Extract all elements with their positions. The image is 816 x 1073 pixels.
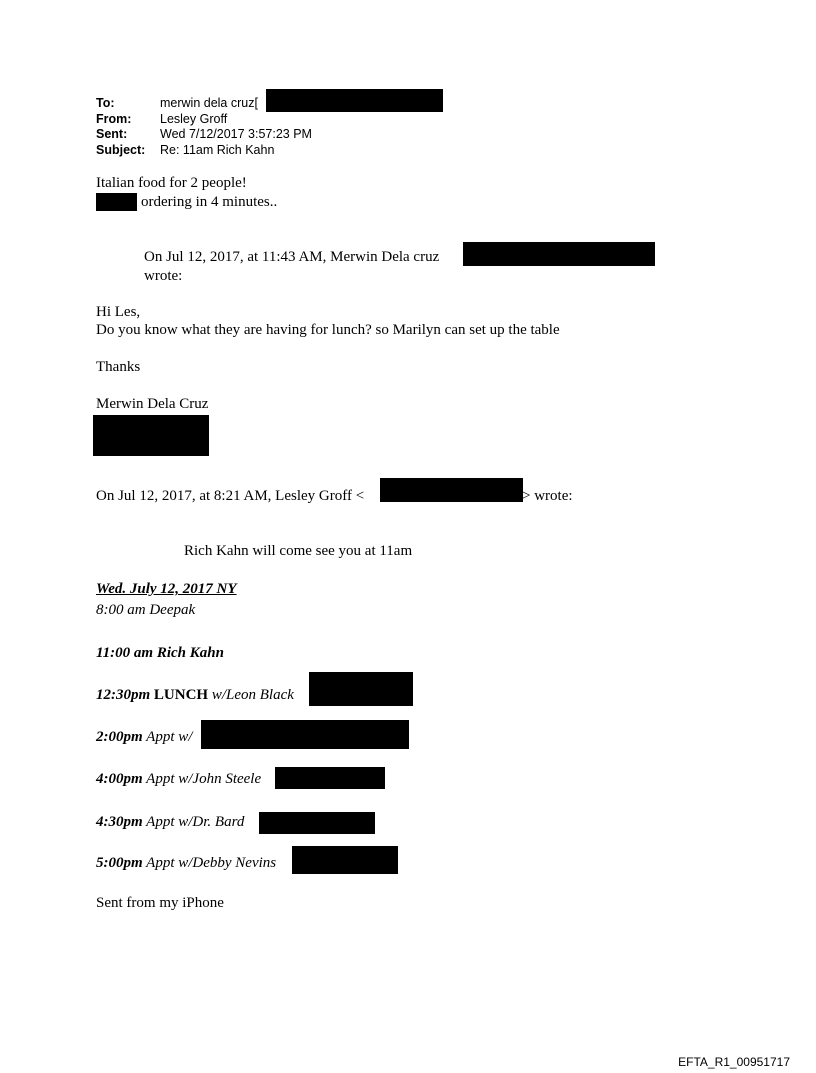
redaction-dr-bard bbox=[259, 812, 375, 834]
schedule-desc: Deepak bbox=[149, 602, 196, 618]
schedule-item-2pm bbox=[96, 728, 192, 746]
quote1-intro-line2: wrote: bbox=[144, 268, 183, 284]
schedule-item-dr-bard bbox=[96, 813, 244, 831]
sent-label: Sent: bbox=[96, 127, 128, 141]
reply-line-1: Italian food for 2 people! bbox=[96, 175, 247, 191]
schedule-time: 2:00pm bbox=[96, 729, 143, 745]
subject-row bbox=[96, 143, 312, 159]
schedule-date bbox=[96, 580, 237, 598]
schedule-time: 8:00 am bbox=[96, 602, 146, 618]
schedule-time: 4:00pm bbox=[96, 771, 143, 787]
sent-value: Wed 7/12/2017 3:57:23 PM bbox=[160, 127, 312, 141]
redaction-signature-block bbox=[93, 415, 209, 456]
sent-row bbox=[96, 127, 312, 143]
schedule-item-rich-kahn bbox=[96, 644, 224, 662]
document-id: EFTA_R1_00951717 bbox=[678, 1055, 790, 1069]
schedule-desc: Rich Kahn bbox=[156, 645, 224, 661]
schedule-desc: Appt w/Dr. Bard bbox=[146, 814, 245, 830]
quote2-message: Rich Kahn will come see you at 11am bbox=[184, 543, 413, 559]
quote2-intro-prefix: On Jul 12, 2017, at 8:21 AM, Lesley Groff < bbox=[96, 488, 365, 504]
quote1-signature: Merwin Dela Cruz bbox=[96, 396, 209, 412]
quote1-body: Do you know what they are having for lunch? so Marilyn can set up the table bbox=[96, 322, 560, 338]
quote1-greeting: Hi Les, bbox=[96, 304, 141, 320]
subject-value: Re: 11am Rich Kahn bbox=[160, 142, 275, 157]
schedule-time: 4:30pm bbox=[96, 814, 143, 830]
from-label: From: bbox=[96, 111, 132, 126]
schedule-lunch-label: LUNCH bbox=[153, 687, 209, 703]
to-value: merwin dela cruz[ bbox=[160, 96, 258, 110]
schedule-date-text: Wed. July 12, 2017 NY bbox=[96, 581, 237, 597]
quote1-thanks: Thanks bbox=[96, 359, 141, 375]
reply-line-2: ordering in 4 minutes.. bbox=[141, 194, 278, 210]
redaction-reply bbox=[96, 193, 137, 211]
schedule-item-debby-nevins bbox=[96, 854, 276, 872]
redaction-quote1-email bbox=[463, 242, 655, 266]
redaction-2pm bbox=[201, 720, 409, 749]
redaction-debby-nevins bbox=[292, 846, 398, 874]
quote2-intro-suffix: > wrote: bbox=[522, 488, 573, 504]
schedule-item-john-steele bbox=[96, 770, 261, 788]
to-label: To: bbox=[96, 96, 115, 110]
schedule-desc: Appt w/John Steele bbox=[146, 771, 262, 787]
closing-signature: Sent from my iPhone bbox=[96, 895, 224, 911]
schedule-item-deepak bbox=[96, 601, 195, 619]
schedule-time: 12:30pm bbox=[96, 687, 151, 703]
redaction-john-steele bbox=[275, 767, 385, 789]
schedule-item-lunch bbox=[96, 686, 294, 704]
from-value: Lesley Groff bbox=[160, 111, 228, 126]
schedule-desc: Appt w/ bbox=[146, 729, 193, 745]
quote1-intro-line1: On Jul 12, 2017, at 11:43 AM, Merwin Dela cruz bbox=[144, 249, 440, 265]
schedule-desc: w/Leon Black bbox=[211, 687, 294, 703]
redaction-quote2-email bbox=[380, 478, 523, 502]
redaction-to-email bbox=[266, 89, 443, 112]
from-row bbox=[96, 112, 312, 128]
schedule-desc: Appt w/Debby Nevins bbox=[146, 855, 277, 871]
subject-label: Subject: bbox=[96, 142, 146, 157]
schedule-time: 5:00pm bbox=[96, 855, 143, 871]
redaction-lunch bbox=[309, 672, 413, 706]
schedule-time: 11:00 am bbox=[96, 645, 154, 661]
